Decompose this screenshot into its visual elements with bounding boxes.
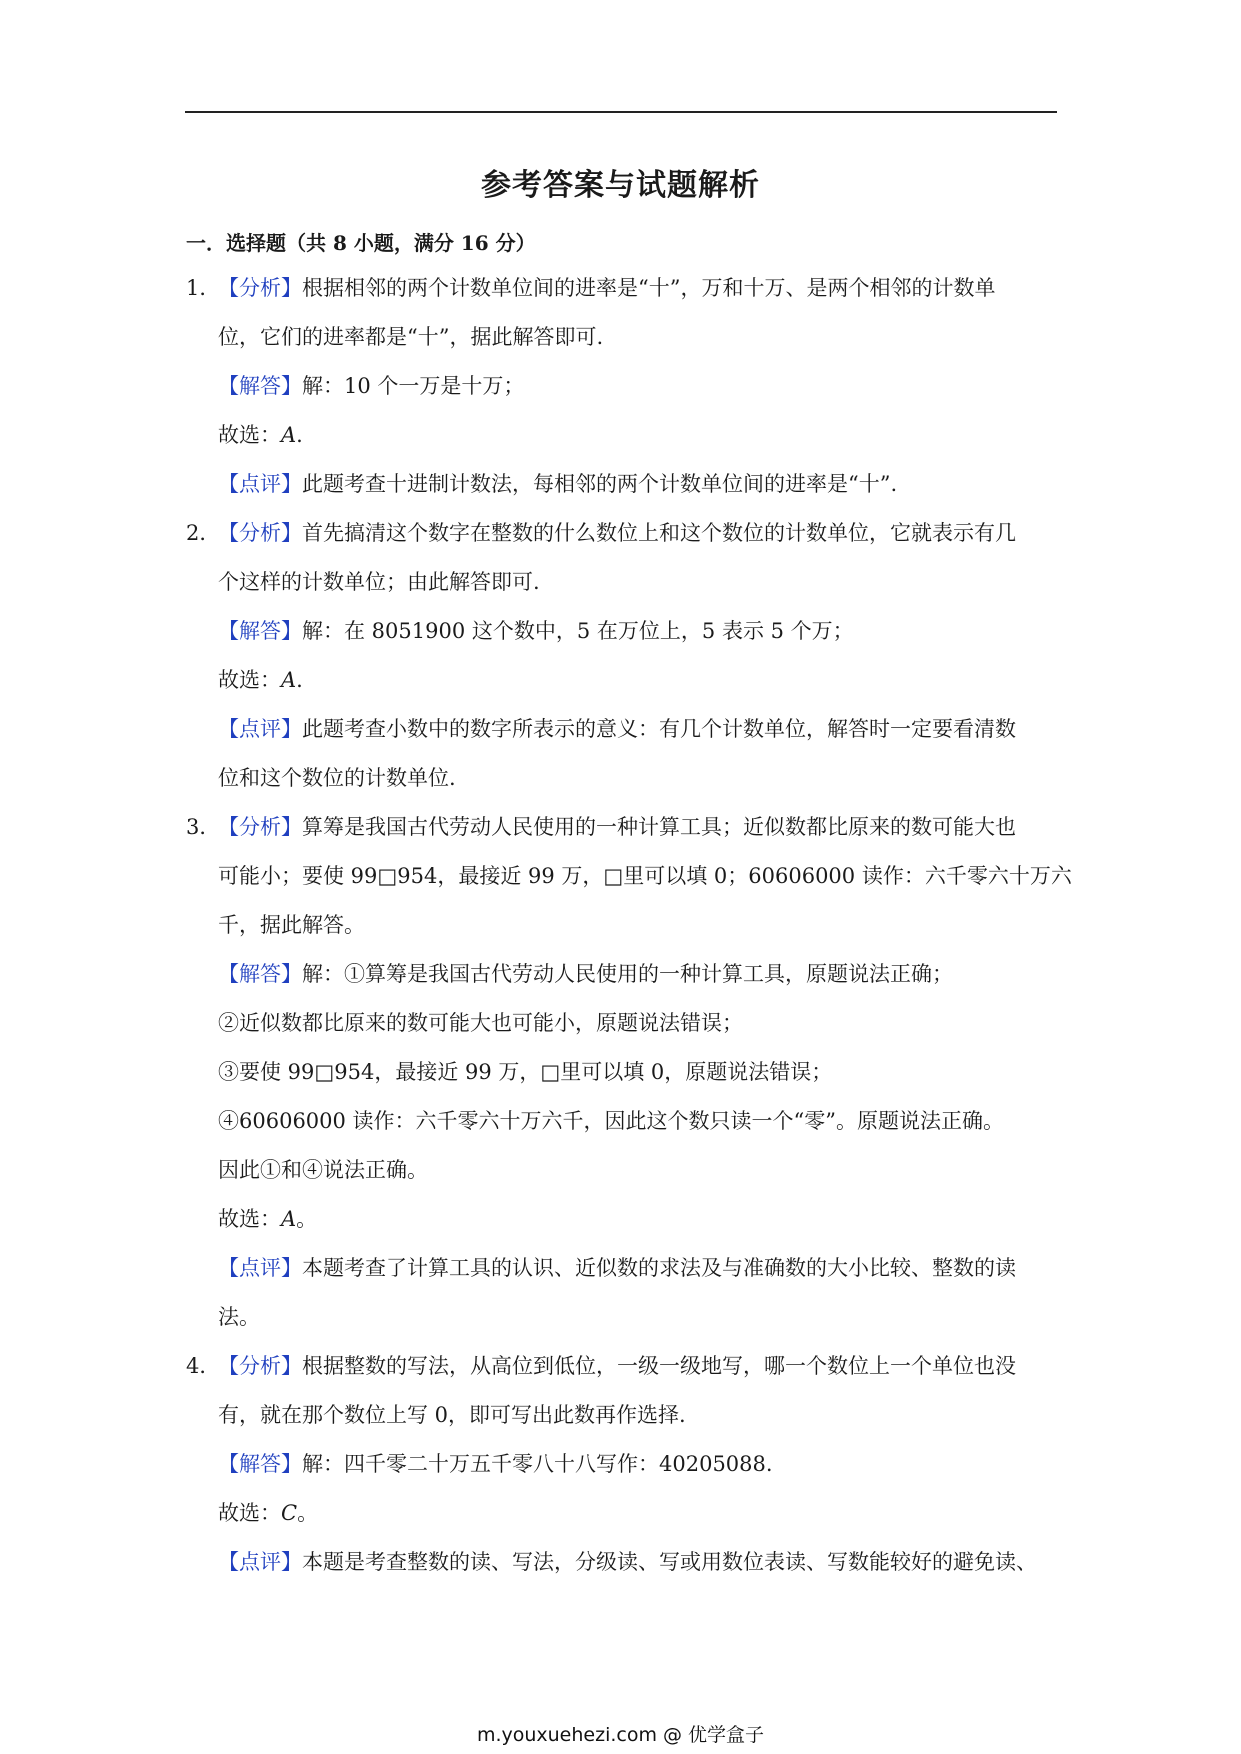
analysis-tag: 【分析】 <box>218 521 302 545</box>
comment-tag: 【点评】 <box>218 1256 302 1280</box>
q3-analysis-line: 千，据此解答。 <box>218 913 365 937</box>
q4-comment-line: 【点评】本题是考查整数的读、写法，分级读、写或用数位表读、写数能较好的避免读、 <box>218 1550 1037 1574</box>
q3-answer-line: ②近似数都比原来的数可能大也可能小，原题说法错误； <box>218 1011 743 1035</box>
q3-answer-line: ④60606000 读作：六千零六十万六千，因此这个数只读一个“零”。原题说法正确。 <box>218 1109 1005 1133</box>
q3-analysis-line: 【分析】算筹是我国古代劳动人民使用的一种计算工具；近似数都比原来的数可能大也 <box>218 815 1016 839</box>
q4-analysis-line: 有，就在那个数位上写 0，即可写出此数再作选择. <box>218 1403 686 1427</box>
comment-tag: 【点评】 <box>218 1550 302 1574</box>
comment-tag: 【点评】 <box>218 717 302 741</box>
header-rule <box>185 111 1057 113</box>
page-title: 参考答案与试题解析 <box>481 168 760 203</box>
question-number: 2． <box>186 521 221 545</box>
q4-choice-line: 故选：C。 <box>218 1501 319 1525</box>
answer-tag: 【解答】 <box>218 1452 302 1476</box>
q1-answer-line: 【解答】解：10 个一万是十万； <box>218 374 525 398</box>
q1-analysis-line: 位，它们的进率都是“十”，据此解答即可. <box>218 325 604 349</box>
q2-comment-line: 【点评】此题考查小数中的数字所表示的意义：有几个计数单位，解答时一定要看清数 <box>218 717 1016 741</box>
answer-tag: 【解答】 <box>218 962 302 986</box>
q3-choice-line: 故选：A。 <box>218 1207 318 1231</box>
analysis-tag: 【分析】 <box>218 1354 302 1378</box>
q4-analysis-line: 【分析】根据整数的写法，从高位到低位，一级一级地写，哪一个数位上一个单位也没 <box>218 1354 1016 1378</box>
question-number: 1． <box>186 276 221 300</box>
q1-choice-line: 故选：A. <box>218 423 303 447</box>
answer-tag: 【解答】 <box>218 619 302 643</box>
q2-analysis-line: 个这样的计数单位；由此解答即可. <box>218 570 540 594</box>
q2-analysis-line: 【分析】首先搞清这个数字在整数的什么数位上和这个数位的计数单位，它就表示有几 <box>218 521 1016 545</box>
section-heading: 一．选择题（共 8 小题，满分 16 分） <box>186 231 536 255</box>
analysis-tag: 【分析】 <box>218 276 302 300</box>
footer-watermark: m.youxuehezi.com @ 优学盒子 <box>476 1724 765 1746</box>
question-number: 3． <box>186 815 221 839</box>
q1-analysis-line: 【分析】根据相邻的两个计数单位间的进率是“十”，万和十万、是两个相邻的计数单 <box>218 276 996 300</box>
q2-answer-line: 【解答】解：在 8051900 这个数中，5 在万位上，5 表示 5 个万； <box>218 619 854 643</box>
q3-answer-line: 因此①和④说法正确。 <box>218 1158 428 1182</box>
question-number: 4． <box>186 1354 221 1378</box>
q3-answer-line: ③要使 99□954，最接近 99 万，□里可以填 0，原题说法错误； <box>218 1060 833 1084</box>
q3-answer-line: 【解答】解：①算筹是我国古代劳动人民使用的一种计算工具，原题说法正确； <box>218 962 953 986</box>
comment-tag: 【点评】 <box>218 472 302 496</box>
q2-comment-line: 位和这个数位的计数单位. <box>218 766 456 790</box>
analysis-tag: 【分析】 <box>218 815 302 839</box>
q1-comment-line: 【点评】此题考查十进制计数法，每相邻的两个计数单位间的进率是“十”. <box>218 472 898 496</box>
q3-analysis-line: 可能小；要使 99□954，最接近 99 万，□里可以填 0；60606000 读作：六千零六十万六 <box>218 864 1072 888</box>
q3-comment-line: 法。 <box>218 1305 260 1329</box>
q2-choice-line: 故选：A. <box>218 668 303 692</box>
q4-answer-line: 【解答】解：四千零二十万五千零八十八写作：40205088. <box>218 1452 773 1476</box>
q3-comment-line: 【点评】本题考查了计算工具的认识、近似数的求法及与准确数的大小比较、整数的读 <box>218 1256 1016 1280</box>
answer-tag: 【解答】 <box>218 374 302 398</box>
